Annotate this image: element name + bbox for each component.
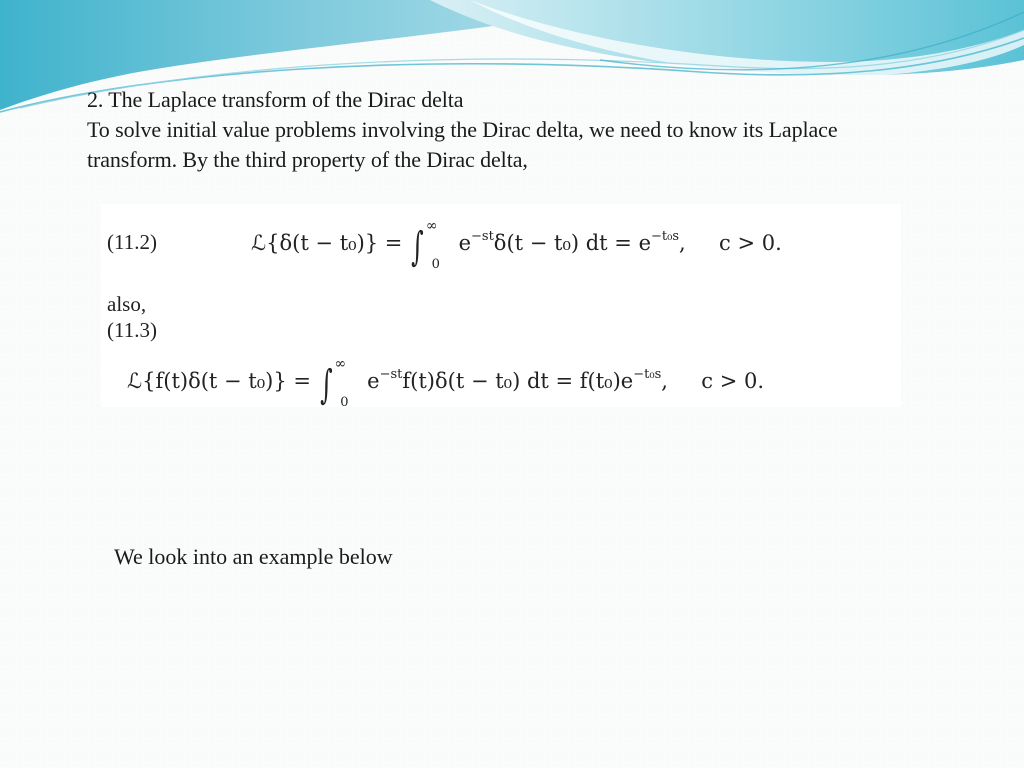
paragraph-line-1: To solve initial value problems involving the Dirac delta, we need to know its Laplace [87, 117, 838, 142]
eq1-lhs: ℒ{δ(t − t₀)} = [251, 231, 403, 255]
equation-11-2: ℒ{δ(t − t₀)} = ∫ ∞0 $e^{-st}\delta(t - t_0)$ dt = $e^{-t_0s}$, c > 0. [251, 218, 782, 272]
eq2-integrand-exponent: −st [379, 367, 403, 382]
eq2-integrand-rest: f(t)δ(t − t₀) dt = f(t₀)e [402, 369, 634, 393]
closing-text: We look into an example below [114, 544, 393, 569]
eq2-condition: , c > 0. [661, 369, 765, 393]
eq1-condition: , c > 0. [679, 231, 782, 255]
equation-label-11-2: (11.2) [107, 230, 157, 254]
equation-label-11-3: (11.3) [107, 318, 157, 342]
body-text-block [87, 85, 1017, 175]
section-heading: 2. The Laplace transform of the Dirac delta [87, 87, 464, 112]
eq2-integrand: e [367, 369, 380, 393]
connector-text: also, [107, 292, 147, 316]
eq2-result-exponent: −t₀s [633, 367, 662, 382]
eq1-integrand-exponent: −st [471, 229, 494, 244]
eq1-integrand: e [458, 231, 471, 255]
paragraph-line-2: transform. By the third property of the Dirac delta, [87, 147, 528, 172]
formula-image [101, 204, 901, 410]
eq1-result-exponent: −t₀s [651, 229, 679, 244]
equation-11-3: ℒ{f(t)δ(t − t₀)} = ∫ ∞0 $e^{-st}f(t)\delta(t - t_0)$ dt = $f(t_0)e^{-t_0s}$, c > 0. [127, 356, 765, 410]
eq2-lhs: ℒ{f(t)δ(t − t₀)} = [127, 369, 311, 393]
eq1-integrand-rest: δ(t − t₀) dt = e [493, 231, 651, 255]
